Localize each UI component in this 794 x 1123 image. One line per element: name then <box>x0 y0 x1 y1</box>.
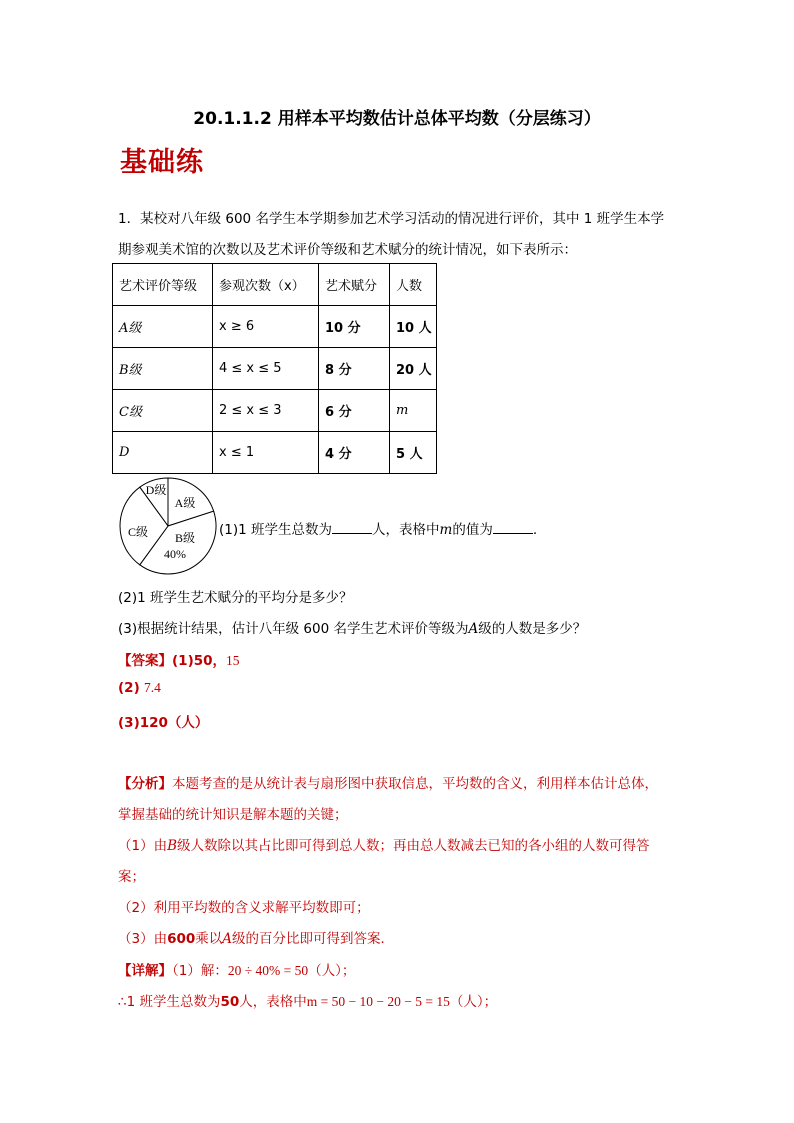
answer-2-value: 7.4 <box>144 680 161 695</box>
q1-text-c: 的值为 <box>452 522 493 538</box>
table-header: 艺术评价等级 <box>113 264 213 306</box>
table-cell: 10 人 <box>390 306 437 348</box>
table-cell: 20 人 <box>390 348 437 390</box>
table-header: 艺术赋分 <box>319 264 390 306</box>
analysis-line-6 <box>118 927 394 947</box>
table-cell: 8 分 <box>319 348 390 390</box>
q1-text-a: (1)1 班学生总数为 <box>219 522 333 538</box>
solution-line-1 <box>118 959 355 979</box>
table-header-row <box>113 264 437 306</box>
table-header: 参观次数（x） <box>213 264 319 306</box>
pie-label-b-percent: 40% <box>164 547 186 561</box>
analysis-6a: （3）由 <box>118 931 168 947</box>
analysis-6c: 级的百分比即可得到答案． <box>232 931 395 947</box>
table-cell: 2 ≤ x ≤ 3 <box>213 390 319 432</box>
answer-line-2 <box>118 680 161 696</box>
question-3 <box>118 617 586 637</box>
table-cell: 4 ≤ x ≤ 5 <box>213 348 319 390</box>
analysis-6-a: A <box>222 931 233 947</box>
solution-1-eq: 20 ÷ 40% = 50（人）； <box>227 963 356 978</box>
answer-blank-1 <box>332 519 372 534</box>
solution-line-2 <box>118 990 497 1010</box>
answer-label: 【答案】 <box>118 653 172 669</box>
analysis-line-4: 案； <box>118 869 145 885</box>
table-cell: x ≤ 1 <box>213 432 319 474</box>
answer-2: (2) <box>118 680 140 696</box>
q1-text-d: . <box>532 522 538 538</box>
pie-label-a: A级 <box>174 496 196 510</box>
analysis-line-2: 掌握基础的统计知识是解本题的关键； <box>118 807 348 823</box>
question-2: (2)1 班学生艺术赋分的平均分是多少？ <box>118 590 353 606</box>
solution-label: 【详解】 <box>118 963 172 979</box>
table-row <box>113 432 437 474</box>
solution-2a: ∴1 班学生总数为 <box>118 994 221 1010</box>
table-cell: x ≥ 6 <box>213 306 319 348</box>
pie-chart <box>118 476 218 576</box>
table-row <box>113 306 437 348</box>
analysis-label: 【分析】 <box>118 776 172 792</box>
pie-label-c: C级 <box>127 525 149 539</box>
analysis-6b: 乘以 <box>195 931 223 947</box>
table-cell: C级 <box>113 390 213 432</box>
table-cell: 6 分 <box>319 390 390 432</box>
pie-label-d: D级 <box>145 483 167 497</box>
section-label: 基础练 <box>120 147 204 178</box>
table-row <box>113 390 437 432</box>
answer-line-1 <box>118 649 240 669</box>
answer-line-3: (3)120（人） <box>118 715 209 731</box>
table-cell: A级 <box>113 306 213 348</box>
solution-1a: （1）解： <box>172 963 228 979</box>
question-line-2: 期参观美术馆的次数以及艺术评价等级和艺术赋分的统计情况，如下表所示： <box>118 242 577 258</box>
table-cell: 4 分 <box>319 432 390 474</box>
table-cell: B级 <box>113 348 213 390</box>
answer-1-value: 15 <box>226 653 240 668</box>
analysis-3a: （1）由 <box>118 838 168 854</box>
table-cell: 10 分 <box>319 306 390 348</box>
question-line-1: 1．某校对八年级 600 名学生本学期参加艺术学习活动的情况进行评价，其中 1 班学生本学 <box>118 211 665 227</box>
page-title: 20.1.1.2 用样本平均数估计总体平均数（分层练习） <box>193 109 601 129</box>
analysis-text-1: 本题考查的是从统计表与扇形图中获取信息，平均数的含义，利用样本估计总体， <box>172 776 658 792</box>
answer-1: (1)50， <box>172 653 227 669</box>
analysis-line-5: （2）利用平均数的含义求解平均数即可； <box>118 900 370 916</box>
analysis-line-3 <box>118 834 650 854</box>
stats-table <box>112 263 437 474</box>
q1-m: m <box>439 522 453 538</box>
solution-2-50: 50 <box>220 994 240 1010</box>
q3-text-b: 级的人数是多少？ <box>478 621 587 637</box>
table-cell: 5 人 <box>390 432 437 474</box>
q3-text-a: (3)根据统计结果，估计八年级 600 名学生艺术评价等级为 <box>118 621 469 637</box>
table-cell: m <box>390 390 437 432</box>
table-header: 人数 <box>390 264 437 306</box>
question-1 <box>219 518 537 538</box>
table-row <box>113 348 437 390</box>
analysis-3b: 级人数除以其占比即可得到总人数；再由总人数减去已知的各小组的人数可得答 <box>177 838 650 854</box>
q1-text-b: 人，表格中 <box>372 522 440 538</box>
analysis-line-1 <box>118 772 658 792</box>
table-cell: D <box>113 432 213 474</box>
q3-a: A <box>468 621 479 637</box>
analysis-6-600: 600 <box>167 931 196 947</box>
analysis-3-b: B <box>167 838 178 854</box>
pie-label-b: B级 <box>174 531 196 545</box>
solution-2-eq: m = 50 − 10 − 20 − 5 = 15（人）； <box>306 994 498 1009</box>
answer-blank-2 <box>493 519 533 534</box>
solution-2b: 人，表格中 <box>239 994 307 1010</box>
